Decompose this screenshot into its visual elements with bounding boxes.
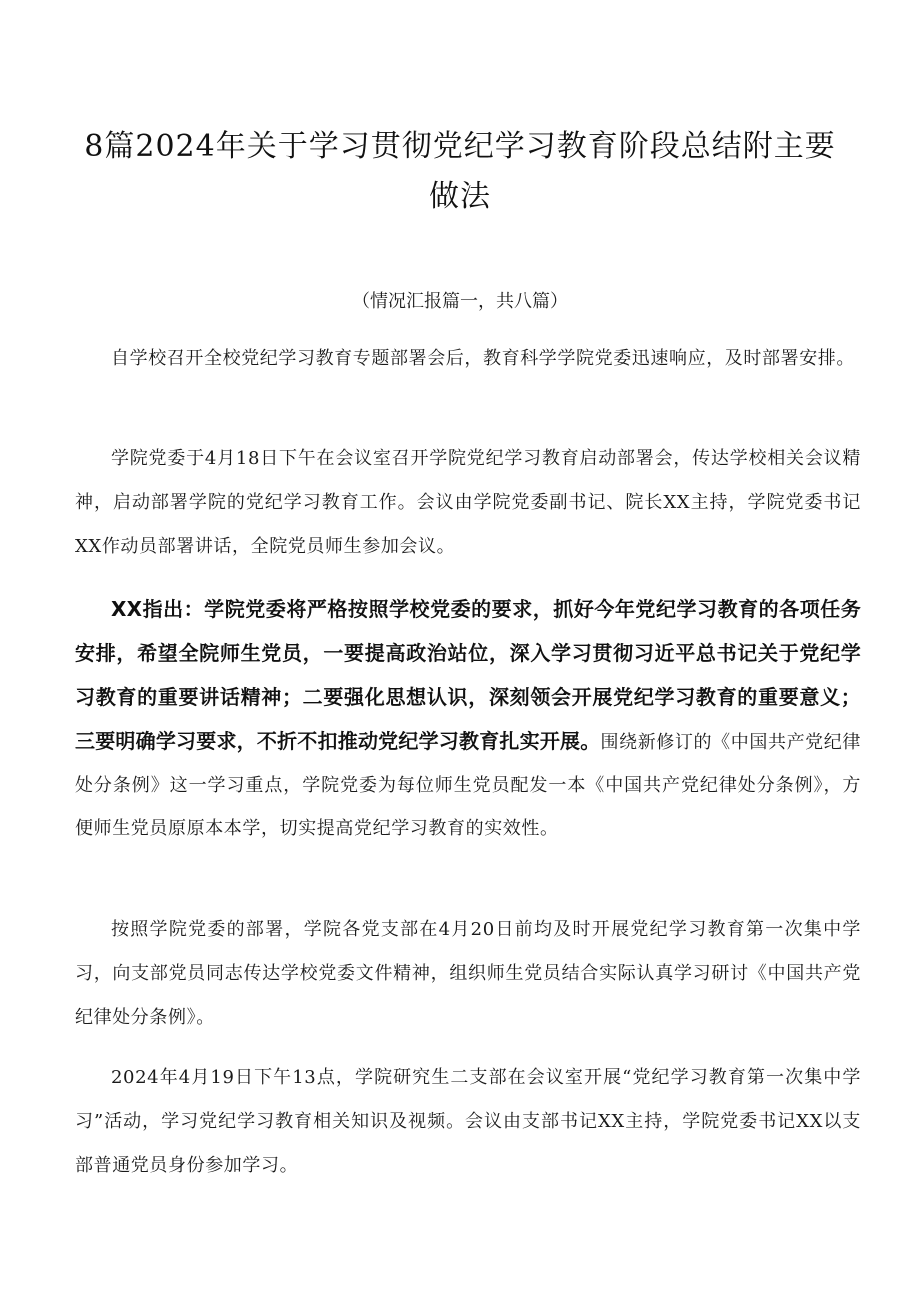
paragraph-3-bold-text: XX指出：学院党委将严格按照学校党委的要求，抓好今年党纪学习教育的各项任务安排，希望全院师生党员，一要提高政治站位，深入学习贯彻习近平总书记关于党纪学习教育的重要讲话精神；二要强化思想认识，深刻领会开展党纪学习教育的重要意义；三要明确学习要求，不折不扣推动党纪学习教育扎实开展。 — [75, 597, 861, 753]
paragraph-4 — [75, 908, 861, 1040]
paragraph-1 — [75, 337, 861, 381]
document-subtitle: （情况汇报篇一，共八篇） — [352, 291, 568, 312]
paragraph-1-text: 自学校召开全校党纪学习教育专题部署会后，教育科学学院党委迅速响应，及时部署安排。 — [111, 348, 855, 369]
document-title: 8篇2024年关于学习贯彻党纪学习教育阶段总结附主要做法 — [84, 129, 836, 214]
paragraph-2 — [75, 437, 861, 569]
paragraph-2-text: 学院党委于4月18日下午在会议室召开学院党纪学习教育启动部署会，传达学校相关会议精神，启动部署学院的党纪学习教育工作。会议由学院党委副书记、院长XX主持，学院党委书记XX作动员部署讲话，全院党员师生参加会议。 — [75, 448, 861, 557]
paragraph-5-text: 2024年4月19日下午13点，学院研究生二支部在会议室开展“党纪学习教育第一次集中学习”活动，学习党纪学习教育相关知识及视频。会议由支部书记XX主持，学院党委书记XX以支部普通党员身份参加学习。 — [75, 1067, 861, 1176]
paragraph-5 — [75, 1056, 861, 1188]
paragraph-3-text: 围绕新修订的《中国共产党纪律处分条例》这一学习重点，学院党委为每位师生党员配发一本《中国共产党纪律处分条例》，方便师生党员原原本本学，切实提高党纪学习教育的实效性。 — [75, 732, 861, 839]
paragraph-3 — [75, 588, 861, 850]
paragraph-4-text: 按照学院党委的部署，学院各党支部在4月20日前均及时开展党纪学习教育第一次集中学习，向支部党员同志传达学校党委文件精神，组织师生党员结合实际认真学习研讨《中国共产党纪律处分条例》。 — [75, 919, 861, 1028]
